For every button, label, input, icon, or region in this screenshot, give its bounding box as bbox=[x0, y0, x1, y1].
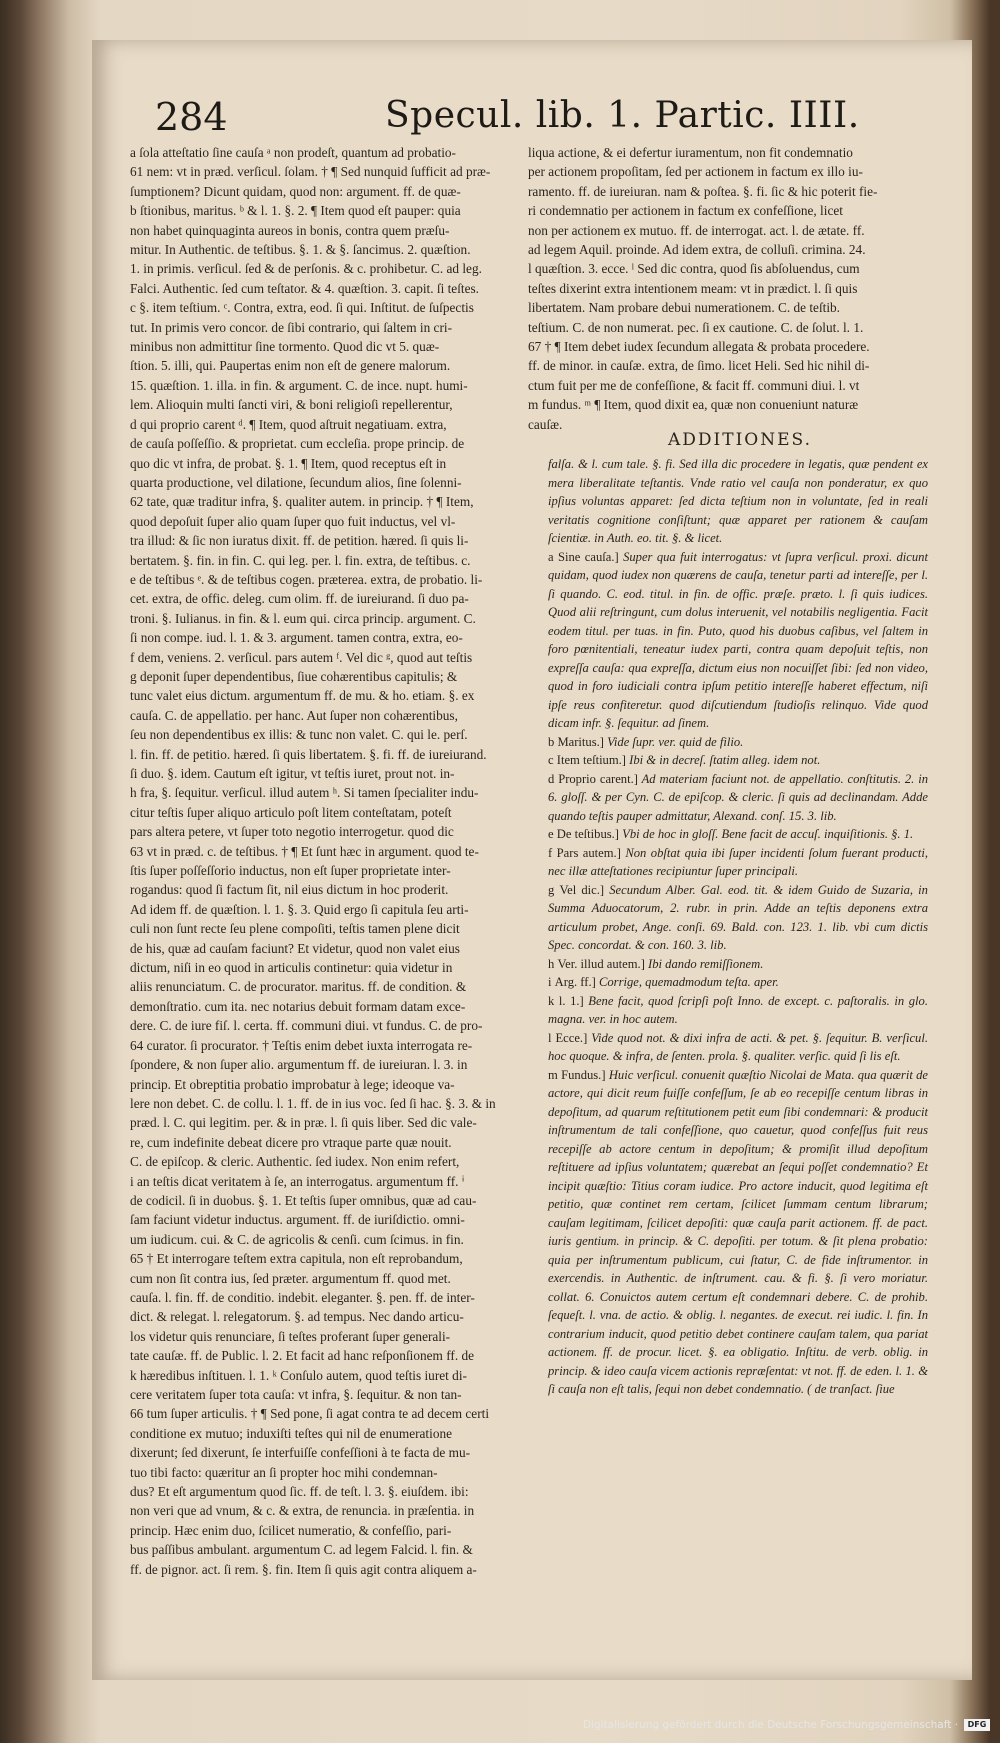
left-column bbox=[130, 143, 510, 1579]
additio-lemma: De teſtibus.] bbox=[556, 827, 620, 841]
text-line: 67 † ¶ Item debet iudex ſecundum allegata & probata procedere. bbox=[528, 339, 870, 355]
text-line: bertatem. §. fin. in fin. C. qui leg. per. l. fin. extra, de teſtibus. c. bbox=[130, 552, 471, 568]
text-line: dict. & relegat. l. relegatorum. §. ad tempus. Nec dando articu- bbox=[130, 1309, 464, 1325]
additio-lemma: Pars autem.] bbox=[556, 845, 621, 860]
additio-lemma: Maritus.] bbox=[557, 734, 604, 749]
text-line: conditione ex mutuo; induxiſti teſtes qui nil de enumeratione bbox=[130, 1425, 453, 1441]
additio-letter: a bbox=[548, 549, 554, 564]
dfg-logo: DFG bbox=[964, 1719, 990, 1731]
text-line: de his, quæ ad cauſam faciunt? Et videtur, quod non valet eius bbox=[130, 940, 460, 956]
text-line: k hæredibus inſtituen. l. 1. ᵏ Conſulo autem, quod teſtis iuret di- bbox=[130, 1367, 467, 1383]
text-line: dere. C. de iure fiſ. l. certa. ff. communi diui. vt fundus. C. de pro- bbox=[130, 1018, 483, 1034]
text-line: C. de epiſcop. & cleric. Authentic. ſed iudex. Non enim refert, bbox=[130, 1154, 460, 1170]
text-line: non veri que ad vnum, & c. & extra, de renuncia. in præſentia. in bbox=[130, 1503, 475, 1519]
text-line: a ſola atteſtatio ſine cauſa ᵃ non prodeſt, quantum ad probatio- bbox=[130, 145, 456, 160]
additio-text: Ibi & in decreſ. ſtatim alleg. idem not. bbox=[629, 753, 821, 767]
additio-entry bbox=[548, 881, 928, 955]
additio-entry bbox=[548, 844, 928, 881]
additio-letter: f bbox=[548, 845, 553, 860]
text-line: l. fin. ff. de petitio. hæred. ſi quis libertatem. §. fi. ff. de iureiurand. bbox=[130, 746, 487, 762]
text-line: dictum, niſi in eo quod in articulis continetur: quia videtur in bbox=[130, 960, 453, 976]
text-line: ſumptionem? Dicunt quidam, quod non: argument. ff. de quæ- bbox=[130, 183, 461, 199]
additio-text: Secundum Alber. Gal. eod. tit. & idem Guido de Suzaria, in Summa Aduocatorum, 2. rubr. in prin. Adde an teſtis deponens extra articulum probet, Ange. conſi. 69. Bald. con. 123. 1. lib. vbi cum dictis Spec. concordat. & con. 160. 3. lib. bbox=[548, 882, 928, 952]
text-line: l quæſtion. 3. ecce. ˡ Sed dic contra, quod ſis abſoluendus, cum bbox=[528, 261, 860, 277]
text-line: liqua actione, & ei defertur iuramentum, non fit condemnatio bbox=[528, 145, 853, 160]
additio-text: Ad materiam faciunt not. de appellatio. conſtitutis. 2. in 6. gloſſ. & per Cyn. C. de epiſcop. & cleric. ſi quis ad declinandam. Adde quando teſtis pauper admittatur, Alexand. conſ. 15. 3. lib. bbox=[548, 771, 928, 823]
text-line: quod depoſuit ſuper alio quam ſuper quo fuit inductus, vel vl- bbox=[130, 513, 456, 529]
text-line: pars altera petere, vt ſuper toto negotio interrogetur. quod dic bbox=[130, 824, 454, 840]
text-line: ctum fuit per me de confeſſione, & facit ff. communi diui. l. vt bbox=[528, 377, 860, 393]
additio-entry bbox=[548, 992, 928, 1029]
text-line: libertatem. Nam probare debui numerationem. C. de teſtib. bbox=[528, 300, 841, 316]
additio-letter: i bbox=[548, 975, 552, 989]
text-line: h fra, §. ſequitur. verſicul. illud autem ʰ. Si tamen ſpecialiter indu- bbox=[130, 785, 479, 801]
text-line: culi non ſunt recte ſeu plene compoſiti, teſtis tamen plene dicit bbox=[130, 921, 460, 937]
text-line: ſpondere, & non ſuper alio. argumentum ff. de iureiuran. l. 3. in bbox=[130, 1057, 468, 1073]
text-line: citur teſtis ſuper aliquo articulo poſt litem conteſtatam, poteſt bbox=[130, 804, 452, 820]
page-number: 284 bbox=[155, 95, 228, 139]
additio-lemma: Item teſtium.] bbox=[556, 753, 626, 767]
additio-text: Ibi dando remiſſionem. bbox=[648, 956, 764, 971]
text-line: de codicil. ſi in duobus. §. 1. Et teſtis ſuper omnibus, quæ ad cau- bbox=[130, 1192, 477, 1208]
additio-entry bbox=[548, 825, 928, 844]
additio-lemma: Fundus.] bbox=[561, 1067, 606, 1082]
running-head: Specul. lib. 1. Partic. IIII. bbox=[385, 95, 860, 136]
additio-letter: m bbox=[548, 1067, 558, 1082]
additio-lemma: Ecce.] bbox=[555, 1030, 588, 1045]
text-line: cauſa. C. de appellatio. per hanc. Aut ſuper non cohærentibus, bbox=[130, 707, 458, 723]
right-column bbox=[528, 143, 928, 434]
additio-text: Vide quod not. & dixi infra de acti. & pet. §. ſequitur. B. verſicul. hoc quoque. & infra, de ſenten. prola. §. qualiter. verſic. quid ſi lis eſt. bbox=[548, 1030, 929, 1063]
text-line: tut. In primis vero concor. de ſibi contrario, qui ſaltem in cri- bbox=[130, 319, 452, 335]
additio-letter: b bbox=[548, 734, 555, 749]
additio-letter: c bbox=[548, 753, 554, 767]
text-line: ſi non compe. iud. l. 1. & 3. argument. tamen contra, extra, eo- bbox=[130, 630, 463, 646]
text-line: præd. l. C. qui legitim. per. & in præ. l. ſi quis liber. Sed dic vale- bbox=[130, 1115, 477, 1131]
text-line: g deponit ſuper dependentibus, ſiue cohærentibus capitulis; & bbox=[130, 668, 458, 684]
text-line: rogandus: quod ſi factum ſit, nil eius dictum in hoc proderit. bbox=[130, 882, 449, 898]
additio-entry bbox=[548, 973, 928, 992]
text-line: ſtis ſuper poſſeſſorio inductus, non eſt ſuper proprietate inter- bbox=[130, 863, 451, 879]
text-line: e de teſtibus ᵉ. & de teſtibus cogen. præterea. extra, de probatio. li- bbox=[130, 571, 483, 587]
additio-letter: l bbox=[548, 1030, 552, 1045]
text-line: dus? Et eſt argumentum quod ſic. ff. de teſt. l. 3. §. eiuſdem. ibi: bbox=[130, 1484, 469, 1500]
text-line: ri condemnatio per actionem in factum ex confeſſione, licet bbox=[528, 203, 843, 219]
additio-letter: g bbox=[548, 882, 555, 897]
text-line: teſtes dixerint extra intentionem meam: vt in prædict. l. ſi quis bbox=[528, 280, 858, 296]
additio-letter: k bbox=[548, 993, 555, 1008]
text-line: de cauſa poſſeſſio. & proprietat. cum eccleſia. prope princip. de bbox=[130, 436, 465, 452]
text-line: m fundus. ᵐ ¶ Item, quod dixit ea, quæ non conueniunt naturæ bbox=[528, 397, 859, 413]
text-line: 66 tum ſuper articulis. † ¶ Sed pone, ſi agat contra te ad decem certi bbox=[130, 1406, 490, 1422]
additiones-column bbox=[548, 455, 928, 1399]
additio-lemma: Vel dic.] bbox=[559, 882, 605, 897]
additio-entry bbox=[548, 1066, 928, 1399]
text-line: ff. de minor. in cauſæ. extra, de ſimo. licet Heli. Sed hic nihil di- bbox=[528, 358, 870, 374]
additio-entry bbox=[548, 548, 928, 733]
text-line: demonſtratio. cum ita. nec notarius debuit formam datam exce- bbox=[130, 998, 466, 1014]
footer-text: Digitalisierung gefördert durch die Deutsche Forschungsgemeinschaft · bbox=[582, 1719, 958, 1731]
additio-text: Huic verſicul. conuenit quæſtio Nicolai de Mata. qua quærit de actore, qui dicit reum fuiſſe confeſſum, ſe ab eo recepiſſe centum libras in depoſitum, ad quarum reſtitutionem petit eum ſibi condemnari: & producit inſtrumentum de tali confeſſione, quo cauetur, quod confeſſus fuit reus recepiſſe ab actore centum in depoſitum; & promiſit illud depoſitum reſtituere ad ipſius voluntatem; quærebat an ſequi poſſet condemnatio? Et incipit quæſtio: Titius coram iudice. Pro actore inducit, quod legitima eſt petitio, quæ continet rem certam, ſcilicet ſummam centum librarum; cauſam legitimam, ſcilicet depoſiti: quæ cauſa parit actionem. ff. de pact. iuris gentium. in princip. & C. depoſiti. per totum. & ſit plena probatio: quia per inſtrumentum publicum, cui ſtatur, C. de fide inſtrumentor. in exercendis. in Authentic. de inſtrument. cau. & fi. §. ſi vero moriatur. collat. 6. Conuictos autem certum eſt condemnari debere. C. de prohib. ſequeſt. l. vna. de actio. & oblig. l. negantes. de execut. rei iudic. l. fin. In contrarium inducit, quod petitio debet continere cauſam talem, qua pariat actionem. ff. de procur. licet. §. ea obligatio. Inſtitu. de verb. oblig. in princip. & ideo cauſa vicem actionis repræſentat: vt not. ff. de eden. l. 1. & ſi cauſa non eſt talis, ſequi non debet condemnatio. ( de tranſact. ſiue bbox=[548, 1067, 929, 1396]
text-line: c §. item teſtium. ᶜ. Contra, extra, eod. ſi qui. Inſtitut. de ſuſpectis bbox=[130, 300, 474, 316]
text-line: quarta productione, vel dilatione, ſecundum alios, ſine ſolenni- bbox=[130, 474, 462, 490]
text-line: Ad idem ff. de quæſtion. l. 1. §. 3. Quid ergo ſi capitula ſeu arti- bbox=[130, 901, 469, 917]
text-line: 61 nem: vt in præd. verſicul. ſolam. † ¶ Sed nunquid ſufficit ad præ- bbox=[130, 164, 491, 180]
text-line: 62 tate, quæ traditur infra, §. qualiter autem. in princip. † ¶ Item, bbox=[130, 494, 474, 510]
page-header bbox=[155, 95, 860, 145]
text-line: bus paſſibus ambulant. argumentum C. ad legem Falcid. l. fin. & bbox=[130, 1542, 473, 1558]
text-line: lere non debet. C. de collu. l. 1. ff. de in ius voc. ſed ſi hac. §. 3. & in bbox=[130, 1095, 496, 1111]
additio-letter: d bbox=[548, 771, 555, 786]
text-line: non per actionem ex mutuo. ff. de interrogat. act. l. de ætate. ff. bbox=[528, 222, 865, 238]
additio-entry bbox=[548, 733, 928, 752]
text-line: 65 † Et interrogare teſtem extra capitula, non eſt reprobandum, bbox=[130, 1251, 463, 1267]
additio-text: Vbi de hoc in gloſſ. Bene facit de accuſ. inquiſitionis. §. 1. bbox=[622, 827, 914, 841]
footer bbox=[583, 1719, 990, 1731]
text-line: teſtium. C. de non numerat. pec. ſi ex cautione. C. de ſolut. l. 1. bbox=[528, 319, 864, 335]
additio-lemma: Arg. ff.] bbox=[554, 975, 596, 989]
text-line: d qui proprio carent ᵈ. ¶ Item, quod aſtruit negatiuam. extra, bbox=[130, 416, 447, 432]
text-line: ſam faciunt videtur inductus. argument. ff. de iuriſdictio. omni- bbox=[130, 1212, 465, 1228]
text-line: tra illud: & ſic non iuratus dixit. ff. de petition. hæred. ſi quis li- bbox=[130, 533, 469, 549]
text-line: dixerunt; ſed dixerunt, ſe interfuiſſe confeſſioni à te facta de mu- bbox=[130, 1445, 471, 1461]
additio-letter: h bbox=[548, 956, 555, 971]
text-line: cet. extra, de offic. deleg. cum olim. ff. de iureiurand. ſi duo pa- bbox=[130, 591, 469, 607]
text-line: cauſæ. bbox=[528, 416, 563, 432]
text-line: ſeu non dependentibus ex illis: & tunc non valet. C. qui le. perſ. bbox=[130, 727, 468, 743]
text-line: um iudicum. cui. & C. de agricolis & cenſi. cum ſcimus. in fin. bbox=[130, 1231, 464, 1247]
text-line: ſi duo. §. idem. Cautum eſt igitur, vt teſtis iuret, prout not. in- bbox=[130, 766, 455, 781]
additiones-intro: falſa. & l. cum tale. §. fi. Sed illa dic procedere in legatis, quæ pendent ex mera liberalitate teſtantis. Vnde ratio vel cauſa non ponderatur, ex quo ipſius voluntas apparet: ſed dicta teſtium non in voluntate, ſed in reali veritatis cognitione conſiſtunt; quæ apparet per rationem & cauſam ſcientiæ. in Auth. eo. tit. §. & licet. bbox=[548, 457, 928, 545]
text-line: re, cum indefinite debeat dicere pro vtraque parte quæ nouit. bbox=[130, 1134, 452, 1150]
additio-text: Bene facit, quod ſcripſi poſt Inno. de except. c. paſtoralis. in glo. magna. ver. in hoc autem. bbox=[548, 993, 928, 1026]
text-line: 64 curator. ſi procurator. † Teſtis enim debet iuxta interrogata re- bbox=[130, 1037, 473, 1053]
text-line: lem. Alioquin multi ſancti viri, & boni religioſi repellerentur, bbox=[130, 397, 453, 413]
text-line: per actionem propoſitam, ſed per actionem in factum ex illo iu- bbox=[528, 164, 863, 180]
text-line: los videtur quis renunciare, ſi teſtes proferant ſuper generali- bbox=[130, 1328, 451, 1344]
additio-letter: e bbox=[548, 827, 554, 841]
text-line: 15. quæſtion. 1. illa. in fin. & argument. C. de ince. nupt. humi- bbox=[130, 377, 468, 393]
text-line: tuo tibi facto: quæritur an ſi propter hoc mihi condemnan- bbox=[130, 1464, 438, 1480]
additio-text: Vide ſupr. ver. quid de filio. bbox=[607, 734, 744, 749]
text-line: tunc valet eius dictum. argumentum ff. de mu. & ho. etiam. §. ex bbox=[130, 688, 475, 704]
text-line: Falci. Authentic. ſed cum teſtator. & 4. quæſtion. 3. capit. ſi teſtes. bbox=[130, 280, 479, 296]
text-line: 63 vt in præd. c. de teſtibus. † ¶ Et ſunt hæc in argument. quod te- bbox=[130, 843, 479, 859]
text-line: tate cauſæ. ff. de Public. l. 2. Et facit ad hanc reſponſionem ff. de bbox=[130, 1348, 475, 1364]
text-line: non habet quinquaginta aureos in bonis, contra quem præſu- bbox=[130, 222, 450, 238]
text-line: princip. Hæc enim duo, ſcilicet numeratio, & confeſſio, pari- bbox=[130, 1522, 452, 1538]
text-line: b ſtionibus, maritus. ᵇ & l. 1. §. 2. ¶ Item quod eſt pauper: quia bbox=[130, 203, 461, 219]
text-line: cauſa. l. fin. ff. de conditio. indebit. eleganter. §. pen. ff. de inter- bbox=[130, 1289, 475, 1305]
text-line: ſtion. 5. illi, qui. Paupertas enim non eſt de genere malorum. bbox=[130, 358, 451, 374]
text-line: troni. §. Iulianus. in fin. & l. eum qui. circa princip. argument. C. bbox=[130, 610, 476, 626]
text-line: cere veritatem ſuper tota cauſa: vt infra, §. ſequitur. & non tan- bbox=[130, 1387, 462, 1402]
additio-lemma: Sine cauſa.] bbox=[557, 549, 619, 564]
text-line: ramento. ff. de iureiuran. nam & poſtea. §. fi. ſic & hic poterit fie- bbox=[528, 183, 878, 199]
text-line: aliis renunciatum. C. de procurator. maritus. ff. de condition. & bbox=[130, 979, 467, 995]
text-line: ad legem Aquil. proinde. Ad idem extra, de colluſi. crimina. 24. bbox=[528, 242, 866, 258]
text-line: minibus non admittitur ſine tormento. Quod dic vt 5. quæ- bbox=[130, 339, 440, 355]
text-line: f dem, veniens. 2. verſicul. pars autem ᶠ. Vel dic ᵍ, quod aut teſtis bbox=[130, 649, 473, 665]
text-line: cum non ſit contra ius, ſed præter. argumentum ff. quod met. bbox=[130, 1270, 451, 1286]
additio-entry bbox=[548, 770, 928, 826]
text-line: quo dic vt infra, de probat. §. 1. ¶ Item, quod receptus eſt in bbox=[130, 455, 447, 471]
text-line: ff. de pignor. act. ſi rem. §. fin. Item ſi quis agit contra aliquem a- bbox=[130, 1561, 477, 1577]
additio-text: Corrige, quemadmodum teſta. aper. bbox=[598, 975, 779, 989]
text-line: i an teſtis dicat veritatem à ſe, an interrogatus. argumentum ff. ⁱ bbox=[130, 1173, 465, 1189]
additio-entry bbox=[548, 1029, 928, 1066]
text-line: 1. in primis. verſicul. ſed & de perſonis. & c. prohibetur. C. ad leg. bbox=[130, 261, 482, 277]
additio-text: Non obſtat quia ibi ſuper incidenti ſolum fuerant producti, nec illæ atteſtationes recipiuntur ſuper principali. bbox=[548, 845, 929, 878]
additio-lemma: Proprio carent.] bbox=[558, 771, 638, 786]
additiones-title: ADDITIONES. bbox=[668, 430, 812, 450]
additio-entry bbox=[548, 751, 928, 770]
text-line: princip. Et obreptitia probatio improbatur à lege; ideoque va- bbox=[130, 1076, 455, 1092]
additio-text: Super qua fuit interrogatus: vt ſupra verſicul. proxi. dicunt quidam, quod iudex non quærens de cauſa, tenetur parti ad intereſſe, per l. ſi quando. C. eod. titul. in fin. de offic. præſe. præto. l. ſi quis iudices. Quod alii reſtringunt, cum dolus interuenit, vel notabilis negligentia. Facit eodem titul. per tuas. in fin. Puto, quod his duobus caſibus, vel ſaltem in foro pœnitentiali, teneatur iudex parti, contra quam depoſuit teſtis, non expreſſa cauſa: qua expreſſa, dictum eius non nocuiſſet ſibi: ſed non video, quod in foro iudiciali contra ipſum petitio intereſſe haberet effectum, niſi ipſe reus confiteretur. quod diſcutiendum ſtudioſis relinquo. Vide quod dicam infr. §. ſequitur. ad ſinem. bbox=[548, 549, 928, 730]
additio-lemma: l. 1.] bbox=[558, 993, 584, 1008]
text-line: mitur. In Authentic. de teſtibus. §. 1. & §. ſancimus. 2. quæſtion. bbox=[130, 242, 471, 258]
additio-lemma: Ver. illud autem.] bbox=[557, 956, 645, 971]
additio-entry bbox=[548, 955, 928, 974]
